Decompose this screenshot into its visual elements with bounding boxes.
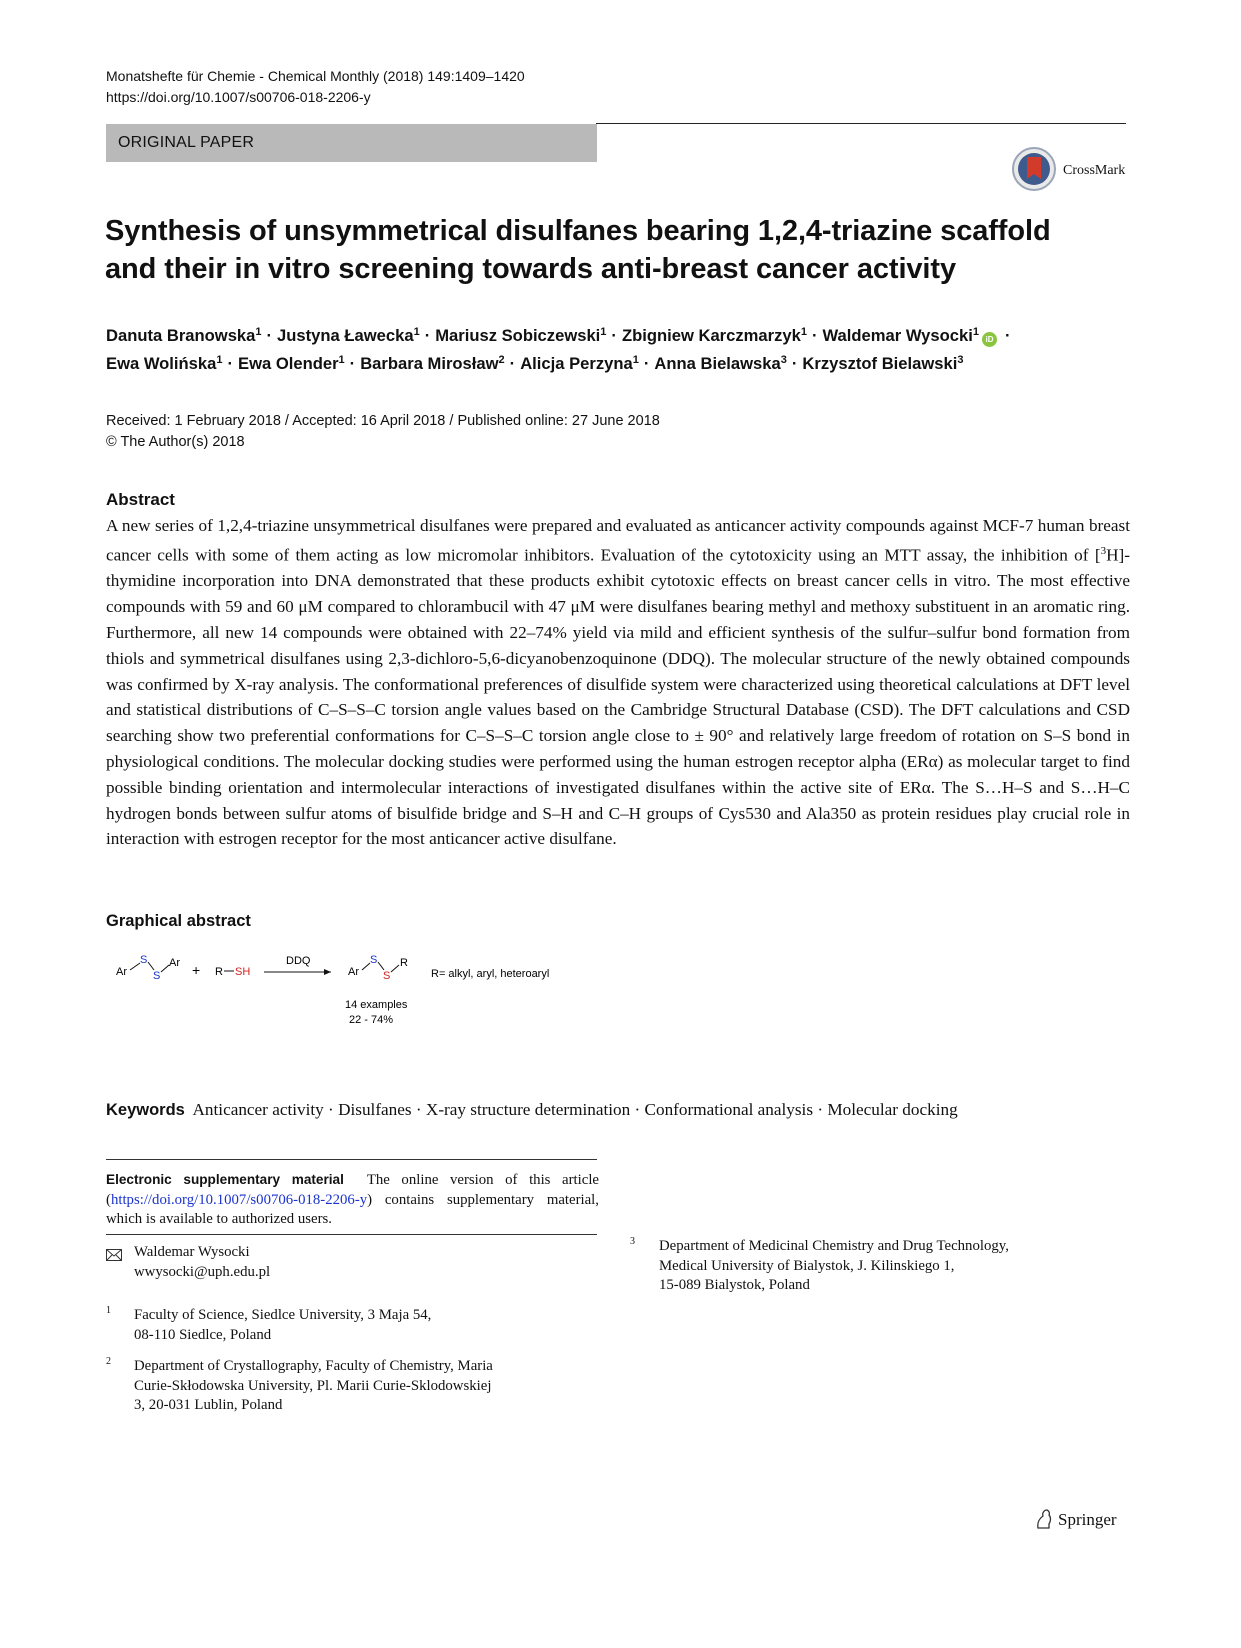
scheme-s-2: S [153, 970, 161, 982]
scheme-r-definition: R= alkyl, aryl, heteroaryl [431, 968, 550, 980]
supplementary-note: Electronic supplementary material The online version of this article (https://doi.org/10.1007/s00706-018-2206-y) contains supplementary material, which is available to authorized users. [106, 1172, 599, 1227]
title-line-2: and their in vitro screening towards anti-breast cancer activity [105, 253, 956, 285]
reaction-scheme [106, 950, 606, 1050]
orcid-icon[interactable]: iD [982, 332, 997, 347]
springer-horse-icon [1034, 1508, 1054, 1530]
affiliation-number: 3 [630, 1236, 635, 1247]
supplementary-link[interactable]: https://doi.org/10.1007/s00706-018-2206-y [110, 1191, 368, 1208]
scheme-r: R [215, 966, 223, 978]
author-line-1: Danuta Branowska$^1$ · Justyna Ławecka$^1$ · Mariusz Sobiczewski$^1$ · Zbigniew Karczmarzyk$^1$ · Waldemar Wysocki$^1$iD · [106, 326, 1011, 345]
author: Alicja Perzyna$^1$ [520, 354, 639, 373]
author: Zbigniew Karczmarzyk$^1$ [621, 326, 807, 345]
scheme-sh: SH [235, 966, 251, 978]
keywords-label: Keywords [106, 1101, 185, 1119]
footnote-rule [106, 1234, 597, 1235]
scheme-ar-1: Ar [116, 966, 127, 978]
abstract-body: A new series of 1,2,4-triazine unsymmetrical disulfanes were prepared and evaluated as anticancer activity compounds against MCF-7 human breast cancer cells with some of them acting as low micromolar inhibitors. Evaluation of the cytotoxicity using an MTT assay, the inhibition of [$^3$H]-thymidine incorporation into DNA demonstrated that these products exhibit cytotoxic effects on breast cancer cells in vitro. The most effective compounds with 59 and 60 μM compared to chlorambucil with 47 μM were disulfanes bearing methyl and methoxy substituent in an aromatic ring. Furthermore, all new 14 compounds were obtained with 22–74% yield via mild and efficient synthesis of the sulfur–sulfur bond formation from thiols and symmetrical disulfanes using 2,3-dichloro-5,6-dicyanobenzoquinone (DDQ). The molecular structure of the newly obtained compounds was confirmed by X-ray analysis. The conformational preferences of disulfide system were characterized using theoretical calculations at DFT level and statistical distributions of C–S–S–C torsion angle values based on the Cambridge Structural Database (CSD). The DFT calculations and CSD searching show two preferential conformations for C–S–S–C torsion angle close to ± 90° and relatively large freedom of rotation on S–S bond in physiological conditions. The molecular docking studies were performed using the human estrogen receptor alpha (ERα) as molecular target to find possible binding orientation and intermolecular interactions of investigated disulfanes within the active site of ERα. The S…H–S and S…H–C hydrogen bonds between sulfur atoms of bisulfide bridge and S–H and C–H groups of Cys530 and Ala350 as protein residues play crucial role in interaction with estrogen receptor for the most anticancer active disulfane. [106, 516, 1130, 849]
scheme-reagent: DDQ [286, 955, 311, 967]
scheme-ar-2: Ar [169, 957, 180, 969]
keyword: Disulfanes [338, 1100, 412, 1119]
copyright: © The Author(s) 2018 [106, 434, 245, 450]
scheme-ar-3: Ar [348, 966, 359, 978]
author: Mariusz Sobiczewski$^1$ [435, 326, 607, 345]
author: Barbara Mirosław$^2$ [360, 354, 505, 373]
crossmark-label[interactable]: CrossMark [1063, 163, 1126, 178]
publication-dates [106, 411, 660, 453]
journal-header [106, 66, 525, 108]
scheme-r-product: R [400, 957, 408, 969]
corresponding-author [134, 1243, 270, 1282]
author: Ewa Olender$^1$ [238, 354, 345, 373]
header-rule [596, 123, 1126, 124]
author: Krzysztof Bielawski$^3$ [802, 354, 964, 373]
graphical-abstract-heading: Graphical abstract [106, 912, 251, 930]
author-line-2: Ewa Wolińska$^1$ · Ewa Olender$^1$ · Barbara Mirosław$^2$ · Alicja Perzyna$^1$ · Anna Bielawska$^3$ · Krzysztof Bielawski$^3$ [106, 354, 964, 373]
scheme-s-3: S [370, 954, 378, 966]
scheme-s-1: S [140, 954, 148, 966]
scheme-plus: + [192, 962, 201, 978]
author-list [106, 322, 1146, 378]
affiliation-1: Faculty of Science, Siedlce University, 3 Maja 54, 08-110 Siedlce, Poland [134, 1307, 432, 1343]
footnote-rule [106, 1159, 597, 1160]
author: Justyna Ławecka$^1$ [277, 326, 420, 345]
affiliation-2: Department of Crystallography, Faculty of Chemistry, Maria Curie-Skłodowska University, Pl. Marii Curie-Sklodowskiej 3, 20-031 Lublin, Poland [134, 1358, 493, 1413]
affiliation-number: 1 [106, 1305, 111, 1316]
affiliation-number: 2 [106, 1356, 111, 1367]
envelope-icon [106, 1249, 122, 1261]
keyword: Anticancer activity [192, 1100, 324, 1119]
publisher-logo: Springer [1058, 1510, 1117, 1529]
author: Ewa Wolińska$^1$ [106, 354, 223, 373]
dates-line: Received: 1 February 2018 / Accepted: 16 April 2018 / Published online: 27 June 2018 [106, 413, 660, 429]
paper-title [105, 212, 1135, 288]
author: Waldemar Wysocki$^1$ [822, 326, 979, 345]
keyword: Molecular docking [827, 1100, 958, 1119]
scheme-s-4: S [383, 970, 391, 982]
affiliation-3: Department of Medicinal Chemistry and Drug Technology, Medical University of Bialystok, J. Kilinskiego 1, 15-089 Bialystok, Poland [659, 1238, 1009, 1293]
abstract-heading: Abstract [106, 490, 175, 509]
corresponding-name: Waldemar Wysocki [134, 1244, 250, 1260]
scheme-yield: 22 - 74% [349, 1014, 394, 1026]
keyword: X-ray structure determination [425, 1100, 631, 1119]
keywords: Keywords Anticancer activity · Disulfanes · X-ray structure determination · Conformational analysis · Molecular docking [106, 1100, 958, 1119]
doi-line[interactable]: https://doi.org/10.1007/s00706-018-2206-y [106, 89, 371, 105]
keyword: Conformational analysis [644, 1100, 814, 1119]
journal-citation: Monatshefte für Chemie - Chemical Monthly (2018) 149:1409–1420 [106, 68, 525, 84]
author: Anna Bielawska$^3$ [654, 354, 787, 373]
corresponding-email[interactable]: wwysocki@uph.edu.pl [134, 1263, 271, 1280]
scheme-examples: 14 examples [345, 999, 408, 1011]
title-line-1: Synthesis of unsymmetrical disulfanes bearing 1,2,4-triazine scaffold [105, 215, 1051, 247]
article-type-badge: ORIGINAL PAPER [106, 124, 597, 162]
author: Danuta Branowska$^1$ [106, 326, 262, 345]
